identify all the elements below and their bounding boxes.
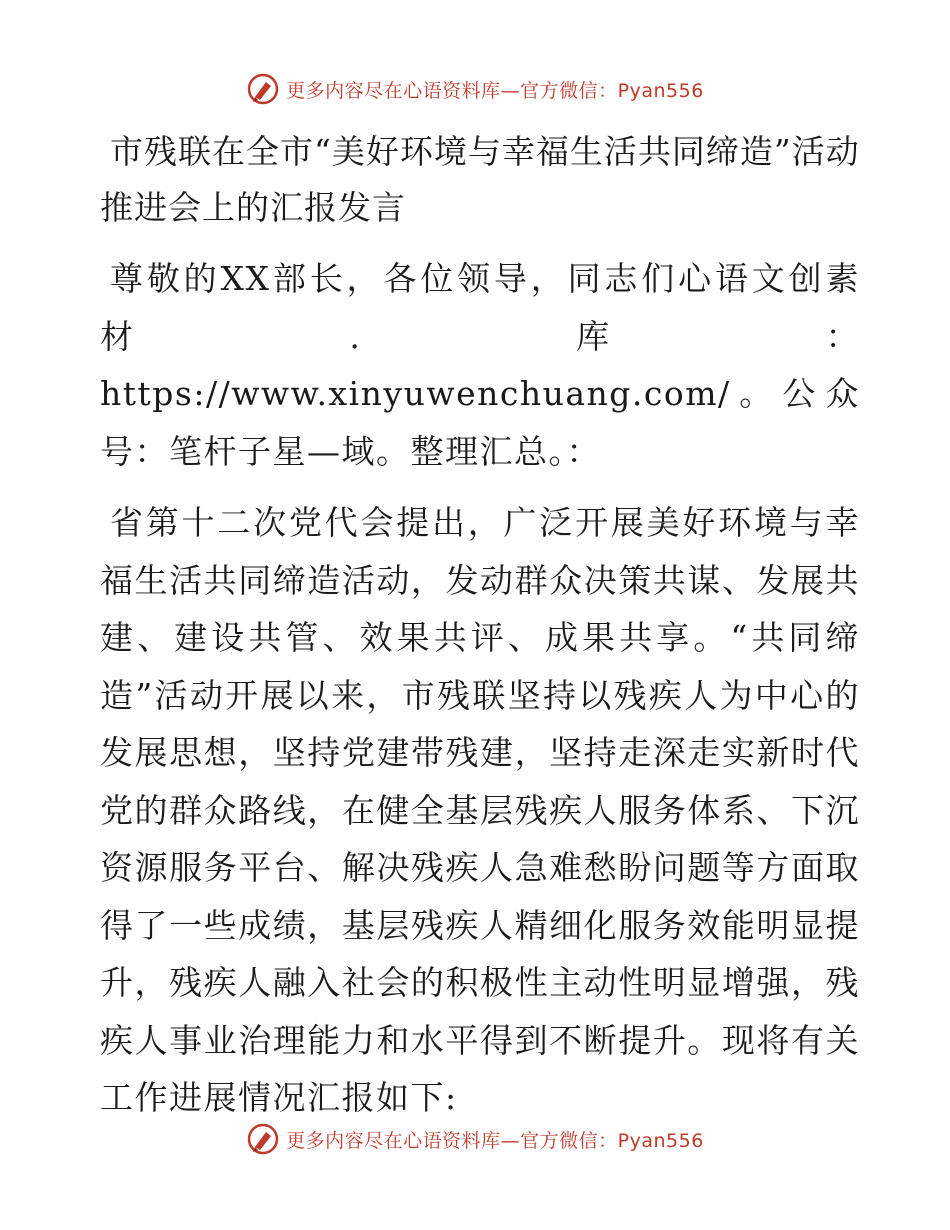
header-banner-text: 更多内容尽在心语资料库—官方微信：Pyan556 [286,79,704,102]
body-paragraph: 省第十二次党代会提出，广泛开展美好环境与幸福生活共同缔造活动，发动群众决策共谋、发展共建、建设共管、效果共评、成果共享。“共同缔造”活动开展以来，市残联坚持以残疾人为中心的发展思想，坚持党建带残建，坚持走深走实新时代党的群众路线，在健全基层残疾人服务体系、下沉资源服务平台、解决残疾人急难愁盼问题等方面取得了一些成绩，基层残疾人精细化服务效能明显提升，残疾人融入社会的积极性主动性明显增强，残疾人事业治理能力和水平得到不断提升。现将有关工作进展情况汇报如下: [100,503,860,1117]
pen-logo-icon [246,1122,280,1156]
pen-logo-icon [246,72,280,106]
salutation-paragraph: 尊敬的XX部长，各位领导，同志们心语文创素材.库：https://www.xinyuwenchuang.com/。公众号：笔杆子星—域。整理汇总。： [100,259,860,471]
document-title: 市残联在全市“美好环境与幸福生活共同缔造”活动推进会上的汇报发言 [100,132,860,227]
document-body [100,120,860,1127]
footer-banner [0,1122,950,1156]
footer-banner-text: 更多内容尽在心语资料库—官方微信：Pyan556 [286,1129,704,1152]
header-banner [0,72,950,106]
